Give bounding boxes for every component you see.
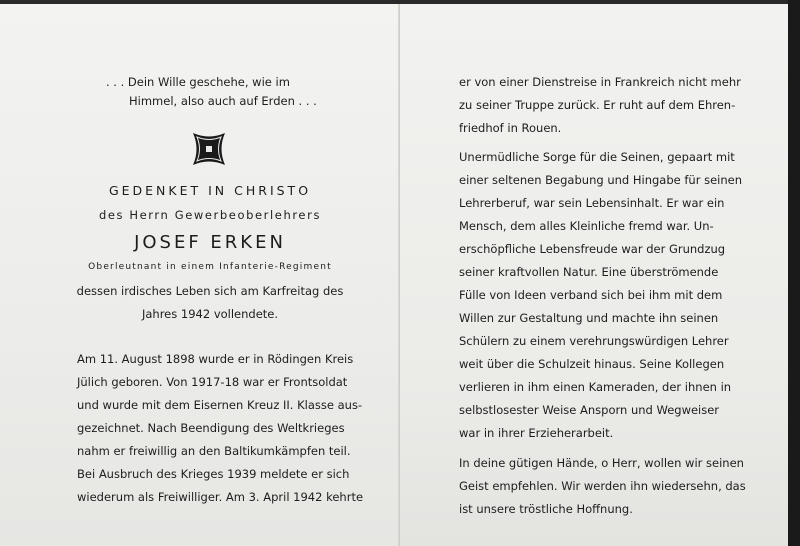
para2-line-13: war in ihrer Erzieherarbeit.: [459, 426, 614, 440]
quote-line-2: Himmel, also auch auf Erden . . .: [129, 94, 317, 108]
para2-line-8: Willen zur Gestaltung und machte ihn seinen: [459, 311, 719, 325]
para1-line-1: er von einer Dienstreise in Frankreich nicht mehr: [459, 75, 741, 89]
deceased-name: JOSEF ERKEN: [134, 232, 286, 253]
para3-line-1: In deine gütigen Hände, o Herr, wollen wir seinen: [459, 456, 744, 470]
para3-line-3: ist unsere tröstliche Hoffnung.: [459, 502, 633, 516]
body-line-1: Am 11. August 1898 wurde er in Rödingen Kreis: [77, 352, 354, 366]
scan-edge: [788, 0, 800, 546]
quote-line-1: . . . Dein Wille geschehe, wie im: [106, 75, 290, 89]
intro-line-1: dessen irdisches Leben sich am Karfreitag des: [76, 284, 344, 298]
right-page: [400, 4, 788, 546]
para2-line-5: erschöpfliche Lebensfreude war der Grundzug: [459, 242, 726, 256]
para1-line-3: friedhof in Rouen.: [459, 121, 562, 135]
para2-line-4: Mensch, dem alles Kleinliche fremd war. Un-: [459, 219, 714, 233]
body-line-3: und wurde mit dem Eisernen Kreuz II. Klasse aus-: [77, 398, 363, 412]
iron-cross-icon: [190, 130, 228, 168]
left-page: [0, 4, 400, 546]
para2-line-2: einer seltenen Begabung und Hingabe für seinen: [459, 173, 742, 187]
para2-line-3: Lehrerberuf, war sein Lebensinhalt. Er war ein: [459, 196, 725, 210]
body-line-7: wiederum als Freiwilliger. Am 3. April 1942 kehrte: [77, 490, 364, 504]
body-line-2: Jülich geboren. Von 1917-18 war er Frontsoldat: [77, 375, 348, 389]
deceased-rank: Oberleutnant in einem Infanterie-Regiment: [88, 262, 332, 272]
body-line-5: nahm er freiwillig an den Baltikumkämpfen teil.: [77, 444, 351, 458]
para2-line-11: verlieren in ihm einen Kameraden, der ihnen in: [459, 380, 732, 394]
para2-line-12: selbstlosester Weise Ansporn und Wegweiser: [459, 403, 720, 417]
para2-line-7: Fülle von Ideen verband sich bei ihm mit dem: [459, 288, 723, 302]
memorial-card: [0, 4, 788, 546]
para2-line-1: Unermüdliche Sorge für die Seinen, gepaart mit: [459, 150, 735, 164]
body-line-6: Bei Ausbruch des Krieges 1939 meldete er sich: [77, 467, 350, 481]
memorial-subheading: des Herrn Gewerbeoberlehrers: [98, 208, 322, 222]
intro-line-2: Jahres 1942 vollendete.: [141, 307, 279, 321]
para2-line-10: weit über die Schulzeit hinaus. Seine Kollegen: [459, 357, 725, 371]
para2-line-6: seiner kraftvollen Natur. Eine überströmende: [459, 265, 719, 279]
para3-line-2: Geist empfehlen. Wir werden ihn wiedersehn, das: [459, 479, 746, 493]
para2-line-9: Schülern zu einem verehrungswürdigen Lehrer: [459, 334, 729, 348]
body-line-4: gezeichnet. Nach Beendigung des Weltkrieges: [77, 421, 345, 435]
memorial-heading: GEDENKET IN CHRISTO: [108, 183, 312, 198]
para1-line-2: zu seiner Truppe zurück. Er ruht auf dem Ehren-: [459, 98, 736, 112]
